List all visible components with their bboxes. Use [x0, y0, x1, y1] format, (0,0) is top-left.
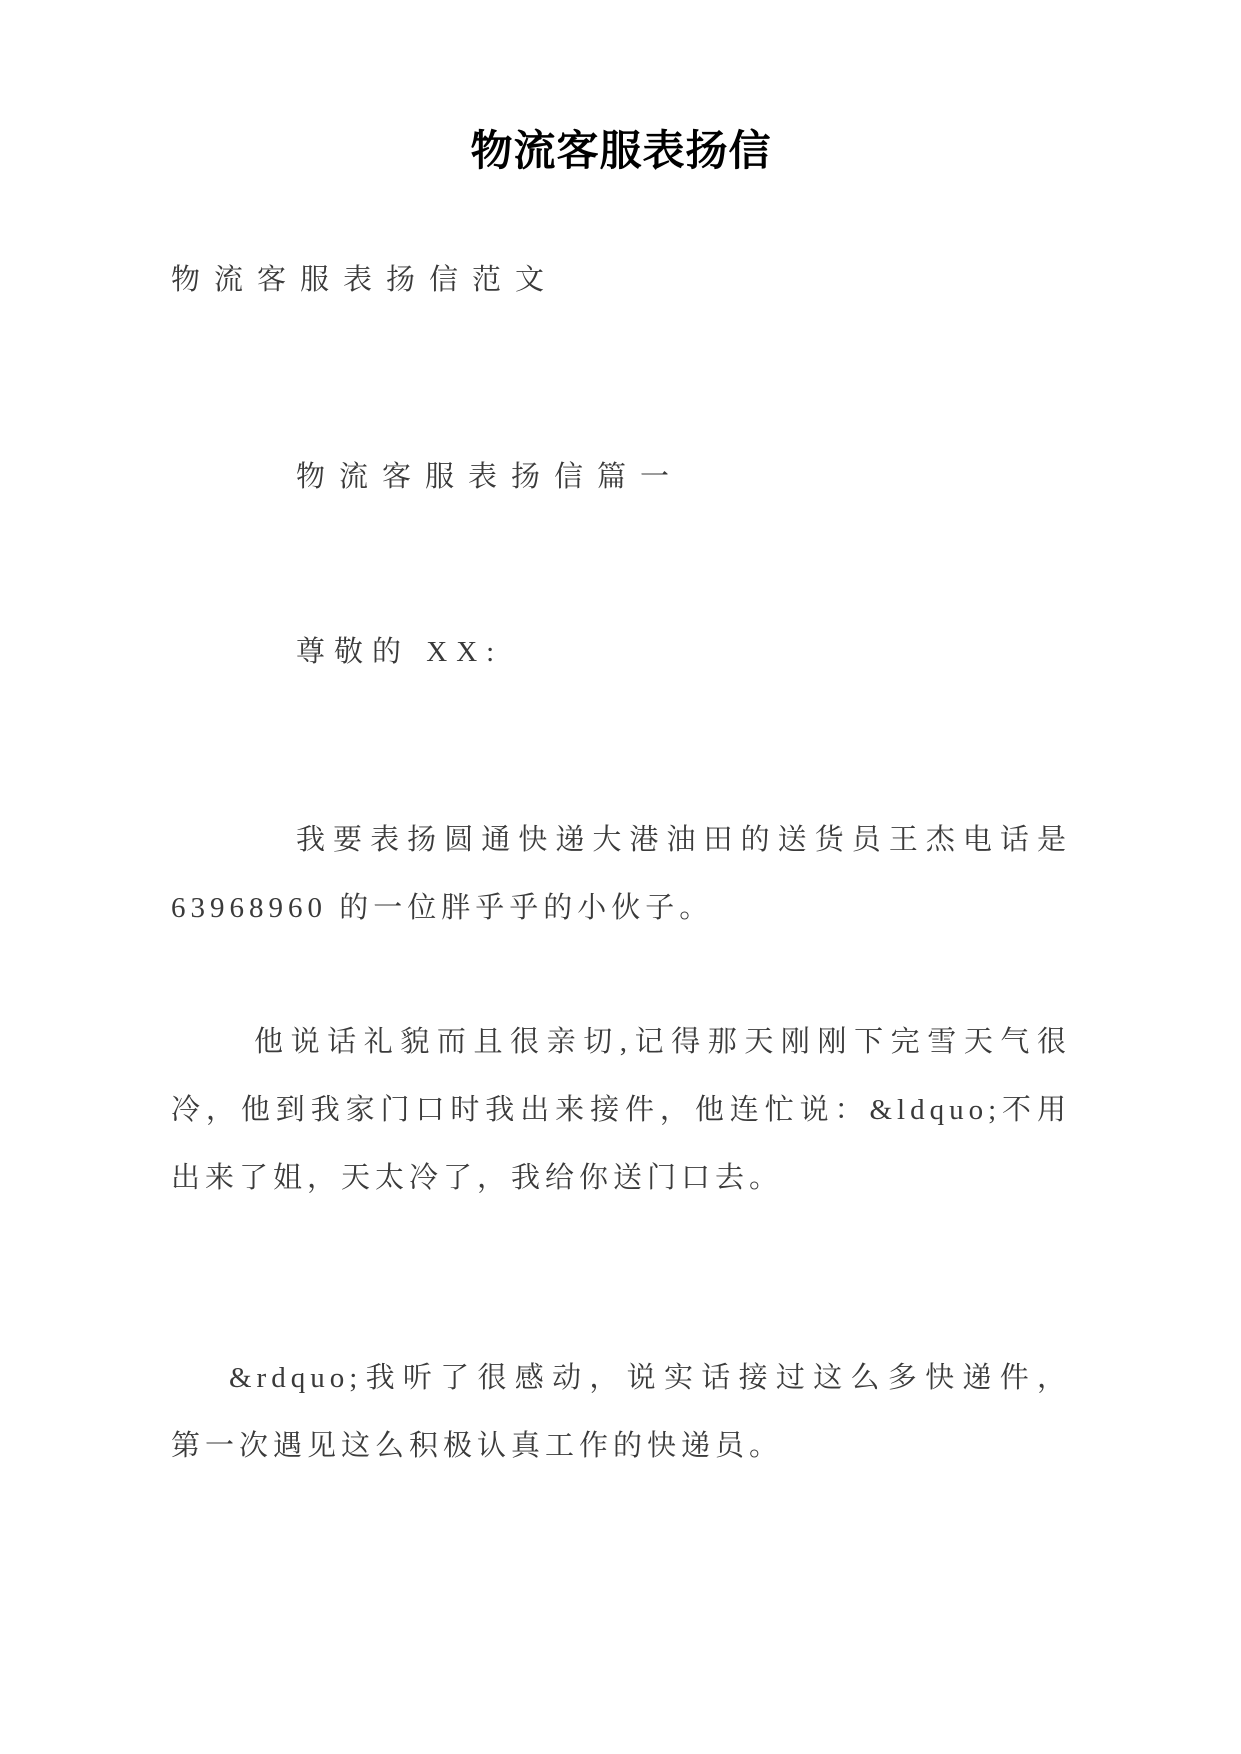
paragraph-3 [171, 1344, 1071, 1480]
text-line: 第一次遇见这么积极认真工作的快递员。 [171, 1430, 784, 1462]
text-line: 我要表扬圆通快递大港油田的送货员王杰电话是 [296, 824, 1071, 856]
paragraph-1 [171, 806, 1071, 942]
document-title: 物流客服表扬信 [470, 129, 772, 175]
document-subtitle: 物流客服表扬信范文 [171, 264, 559, 296]
section-heading: 物流客服表扬信篇一 [296, 461, 684, 493]
paragraph-2 [171, 1008, 1071, 1212]
text-line: &rdquo;我听了很感动，说实话接过这么多快递件， [229, 1362, 1071, 1394]
text-line: 他说话礼貌而且很亲切,记得那天刚刚下完雪天气很 [254, 1026, 1071, 1058]
text-line: 冷，他到我家门口时我出来接件，他连忙说：&ldquo;不用 [171, 1094, 1071, 1126]
text-line: 出来了姐，天太冷了，我给你送门口去。 [171, 1162, 784, 1194]
salutation-line: 尊敬的 XX: [296, 636, 504, 668]
text-line: 63968960 的一位胖乎乎的小伙子。 [171, 892, 714, 924]
